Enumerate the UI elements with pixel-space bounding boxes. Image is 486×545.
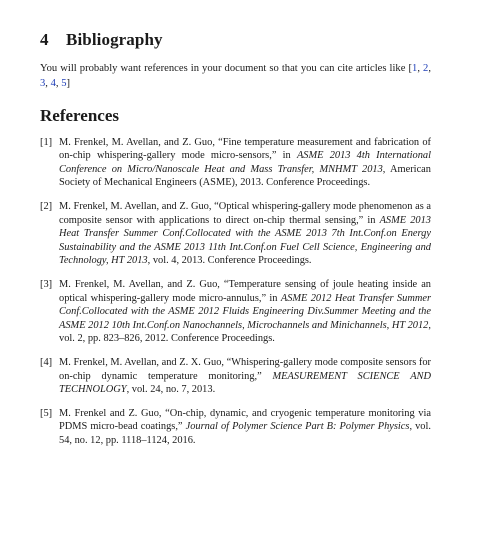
reference-authors-title: M. Frenkel, M. Avellan, and Z. Guo, “Temperature sensing of joule heating inside an optical whispering-gallery mode micro-annulus,” in <box>59 278 431 304</box>
reference-venue: ASME 2012 Heat Transfer Summer Conf.Collocated with the ASME 2012 Fluids Engineering Div.Summer Meeting and the ASME 2012 10th Int.Conf.on Nanochannels, Microchannels and Minichannels, HT 2012 <box>59 292 431 331</box>
reference-venue: ASME 2013 4th International Conference on Micro/Nanoscale Heat and Mass Transfer, MNHMT 2013 <box>59 150 431 175</box>
reference-tail: , vol. 54, no. 12, pp. 1118–1124, 2016. <box>59 421 431 446</box>
citation-link-1[interactable]: 1 <box>412 63 418 74</box>
citation-link-4[interactable]: 4 <box>50 77 56 89</box>
reference-tail: , American Society of Mechanical Engineers (ASME), 2013. Conference Proceedings. <box>59 163 431 189</box>
references-heading: References <box>40 105 119 125</box>
reference-item <box>40 136 431 190</box>
reference-venue: ASME 2013 Heat Transfer Summer Conf.Collocated with the ASME 2013 7th Int.Conf.on Energy Sustainability and the ASME 2013 11th Int.Conf.on Fuel Cell Science, Engineering and Technology, HT 2013 <box>59 214 431 267</box>
reference-venue: Journal of Polymer Science Part B: Polymer Physics <box>185 421 410 433</box>
intro-text: You will probably want references in your document so that you can cite articles like [ <box>40 63 413 74</box>
section-heading <box>40 30 431 50</box>
reference-authors-title: M. Frenkel, M. Avellan, and Z. Guo, “Fine temperature measurement and fabrication of on-chip whispering-gallery mode micro-sensors,” in <box>59 136 431 162</box>
reference-item <box>40 200 431 268</box>
reference-authors-title: M. Frenkel, M. Avellan, and Z. X. Guo, “Whispering-gallery mode composite sensors for on-chip dynamic temperature monitoring,” <box>59 356 431 382</box>
reference-label: [1] <box>40 136 53 148</box>
document-page <box>40 30 431 457</box>
section-number: 4 <box>40 30 49 49</box>
citation-link-3[interactable]: 3 <box>40 77 46 89</box>
reference-item <box>40 278 431 346</box>
reference-label: [5] <box>40 407 53 419</box>
citation-link-5[interactable]: 5 <box>61 77 67 89</box>
section-title: Bibliography <box>66 30 163 49</box>
reference-item <box>40 356 431 397</box>
reference-label: [2] <box>40 200 53 212</box>
reference-label: [3] <box>40 278 53 290</box>
reference-item <box>40 407 431 448</box>
reference-authors-title: M. Frenkel, M. Avellan, and Z. Guo, “Optical whispering-gallery mode phenomenon as a composite sensor with applications to direct on-chip thermal sensing,” in <box>59 200 431 226</box>
reference-authors-title: M. Frenkel and Z. Guo, “On-chip, dynamic, and cryogenic temperature monitoring via PDMS micro-bead coatings,” <box>59 407 431 433</box>
reference-tail: , vol. 24, no. 7, 2013. <box>126 384 216 396</box>
reference-label: [4] <box>40 356 53 368</box>
intro-paragraph: You will probably want references in your document so that you can cite articles like [1, 2, 3, 4, 5] <box>40 63 431 89</box>
reference-tail: , vol. 4, 2013. Conference Proceedings. <box>147 255 312 267</box>
reference-venue: MEASUREMENT SCIENCE AND TECHNOLOGY <box>59 370 431 396</box>
reference-tail: , vol. 2, pp. 823–826, 2012. Conference Proceedings. <box>59 319 431 345</box>
citation-link-2[interactable]: 2 <box>423 63 429 74</box>
